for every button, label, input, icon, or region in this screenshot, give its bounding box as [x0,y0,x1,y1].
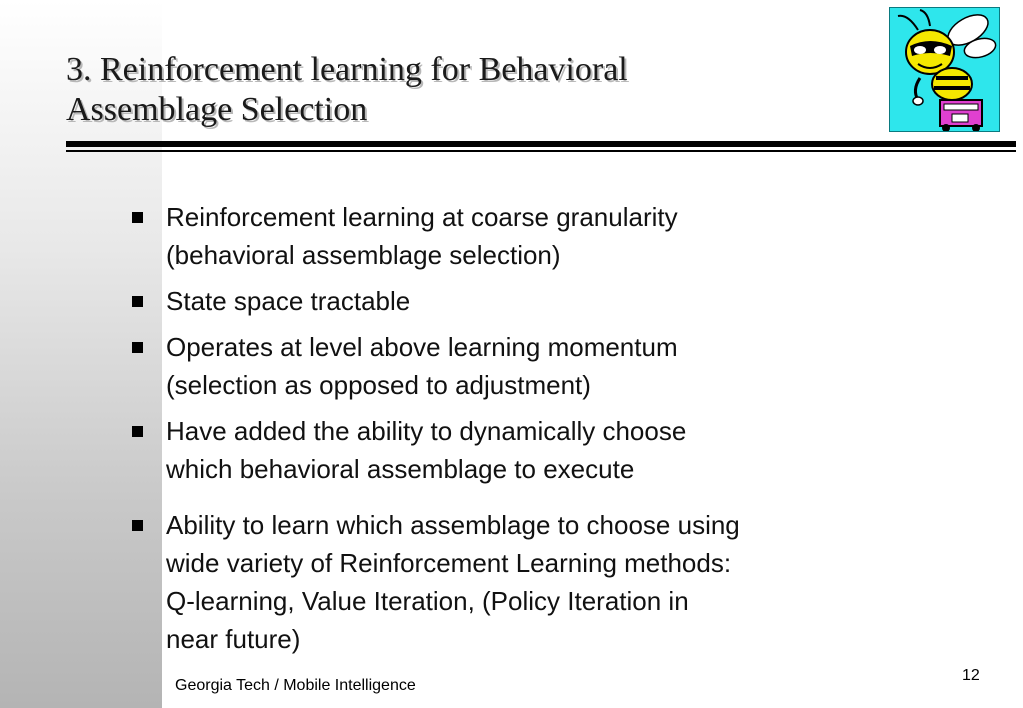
bullet-line: (selection as opposed to adjustment) [166,370,591,400]
square-bullet-icon [132,426,143,437]
bullet-item [132,506,882,658]
bullet-list [132,198,882,658]
bullet-line: near future) [166,624,301,654]
square-bullet-icon [132,296,143,307]
title-line: 3. Reinforcement learning for Behavioral [66,51,628,88]
bullet-item [132,282,882,320]
square-bullet-icon [132,520,143,531]
square-bullet-icon [132,212,143,223]
bullet-line: which behavioral assemblage to execute [166,454,635,484]
bullet-line: wide variety of Reinforcement Learning methods: [166,548,732,578]
mascot-graphic [890,8,1000,132]
slide-title [66,50,826,130]
bullet-item [132,328,882,404]
bullet-line: Q-learning, Value Iteration, (Policy Iteration in [166,586,689,616]
bullet-line: Reinforcement learning at coarse granularity [166,202,678,232]
bullet-item [132,198,882,274]
title-divider-thin [66,150,1016,152]
bullet-item [132,412,882,488]
square-bullet-icon [132,342,143,353]
page-number: 12 [962,667,980,684]
yellow-jacket-logo-icon [889,7,1000,132]
title-divider-thick [66,141,1016,147]
bullet-line: Have added the ability to dynamically choose [166,416,687,446]
title-line: Assemblage Selection [66,91,368,128]
bullet-line: Operates at level above learning momentum [166,332,678,362]
footer-text: Georgia Tech / Mobile Intelligence [175,677,416,694]
bullet-line: Ability to learn which assemblage to choose using [166,510,740,540]
bullet-line: (behavioral assemblage selection) [166,240,561,270]
bullet-line: State space tractable [166,286,411,316]
